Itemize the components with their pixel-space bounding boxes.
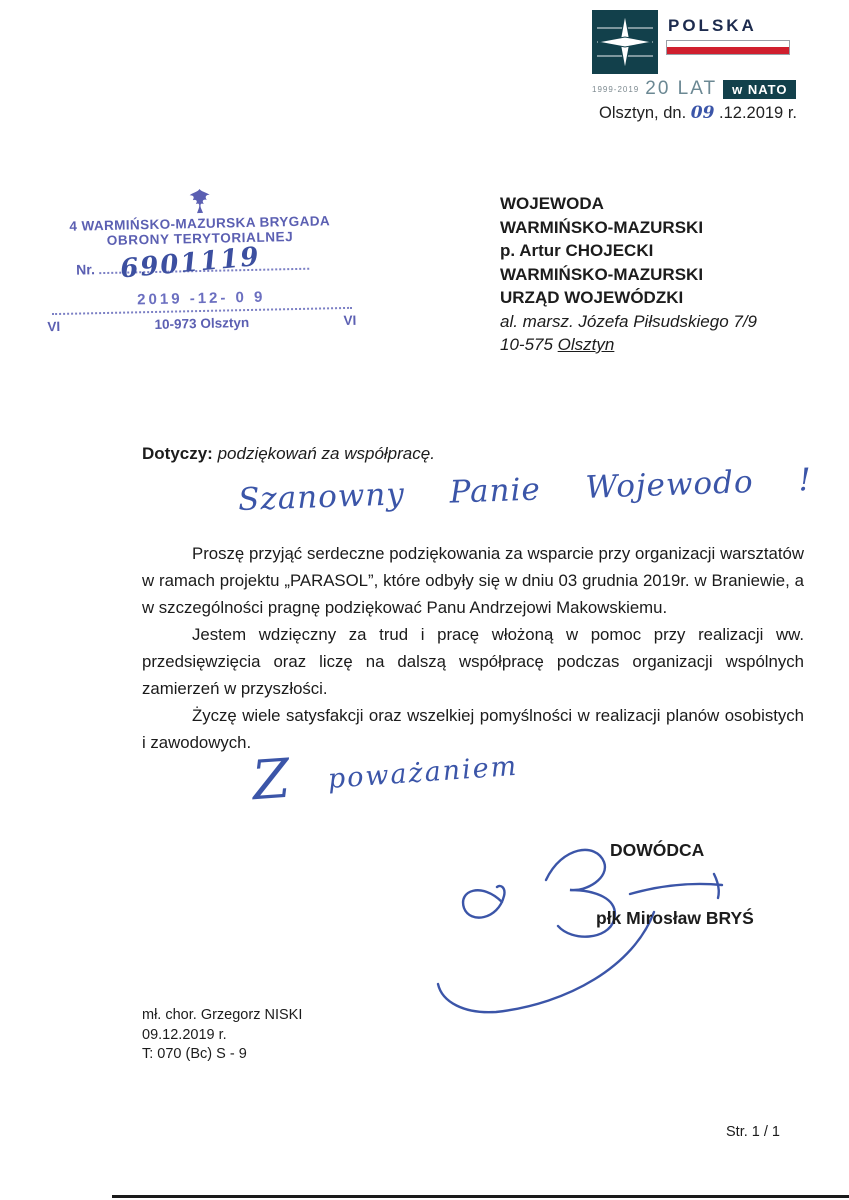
recipient-line: WARMIŃSKO-MAZURSKI bbox=[500, 217, 704, 237]
recipient-line: WOJEWODA bbox=[500, 194, 604, 213]
handwritten-day: 09 bbox=[690, 103, 715, 123]
logo-years-label: 1999-2019 bbox=[592, 84, 640, 94]
recipient-line: p. Artur CHOJECKI bbox=[500, 241, 654, 260]
stamp-date: 2019 -12- 0 9 bbox=[137, 288, 266, 309]
signer-name: płk Mirosław BRYŚ bbox=[596, 908, 754, 928]
recipient-postal-city bbox=[500, 333, 757, 357]
stamp-unit-name-line1: 4 WARMIŃSKO-MAZURSKA BRYGADA bbox=[69, 213, 331, 234]
date-prefix: Olsztyn, dn. bbox=[599, 104, 691, 122]
recipient-postal-code: 10-575 bbox=[500, 335, 558, 354]
subject-line bbox=[142, 444, 435, 464]
unit-stamp bbox=[27, 184, 375, 334]
eagle-emblem-icon bbox=[184, 188, 215, 215]
handwritten-salutation: Szanowny Panie Wojewodo ! bbox=[237, 461, 813, 519]
subject-label: Dotyczy: bbox=[142, 444, 213, 463]
clerk-name: mł. chor. Grzegorz NISKI bbox=[142, 1007, 303, 1023]
recipient-street: al. marsz. Józefa Piłsudskiego 7/9 bbox=[500, 311, 758, 331]
stamp-number-row bbox=[28, 241, 374, 289]
logo-anniversary-row bbox=[592, 78, 802, 100]
clerk-date: 09.12.2019 r. bbox=[142, 1026, 227, 1043]
logo-polska-label: POLSKA bbox=[668, 16, 757, 35]
stamp-vi-right: VI bbox=[343, 312, 357, 329]
date-suffix: .12.2019 r. bbox=[714, 104, 797, 122]
stamp-nr-label: Nr. bbox=[76, 261, 96, 278]
closing-word: poważaniem bbox=[326, 750, 520, 795]
recipient-address-block bbox=[500, 192, 757, 357]
subject-text: podziękowań za współpracę. bbox=[212, 444, 435, 463]
body-paragraph-2: Jestem wdzięczny za trud i pracę włożoną w pomoc przy realizacji ww. przedsięwzięcia oraz liczę na dalszą współpracę podczas organizacji wspólnych zamierzeń w przyszłości. bbox=[142, 625, 804, 698]
letter-body bbox=[142, 540, 804, 756]
closing-z: Z bbox=[250, 746, 292, 813]
commander-title: DOWÓDCA bbox=[610, 840, 705, 860]
logo-20lat-label: 20 LAT bbox=[645, 78, 718, 99]
logo-wnato-badge: w NATO bbox=[723, 80, 796, 99]
page-number: Str. 1 / 1 bbox=[726, 1124, 780, 1140]
recipient-city: Olsztyn bbox=[557, 335, 615, 354]
polish-flag-bar bbox=[666, 40, 790, 55]
body-paragraph-3: Życzę wiele satysfakcji oraz wszelkiej pomyślności w realizacji planów osobistych i zawodowych. bbox=[142, 706, 804, 752]
nato-compass-star-icon bbox=[592, 10, 658, 74]
recipient-line: WARMIŃSKO-MAZURSKI bbox=[500, 264, 704, 284]
body-paragraph-1: Proszę przyjąć serdeczne podziękowania za wsparcie przy organizacji warsztatów w ramach projektu „PARASOL”, które odbyły się w dniu 03 grudnia 2019r. w Braniewie, a w szczególności pragnę podziękować Panu Andrzejowi Makowskiemu. bbox=[142, 544, 804, 617]
recipient-line: URZĄD WOJEWÓDZKI bbox=[500, 288, 684, 307]
stamp-postal-city: 10-973 Olsztyn bbox=[154, 314, 250, 332]
stamp-vi-left: VI bbox=[47, 318, 61, 335]
place-date-line bbox=[599, 103, 797, 123]
scan-edge-line bbox=[112, 1195, 849, 1198]
clerk-reference: T: 070 (Bc) S - 9 bbox=[142, 1046, 247, 1062]
clerk-block bbox=[142, 1006, 302, 1065]
handwritten-register-number: 6901119 bbox=[119, 241, 262, 285]
stamp-unit-name-line2: OBRONY TERYTORIALNEJ bbox=[106, 229, 294, 248]
